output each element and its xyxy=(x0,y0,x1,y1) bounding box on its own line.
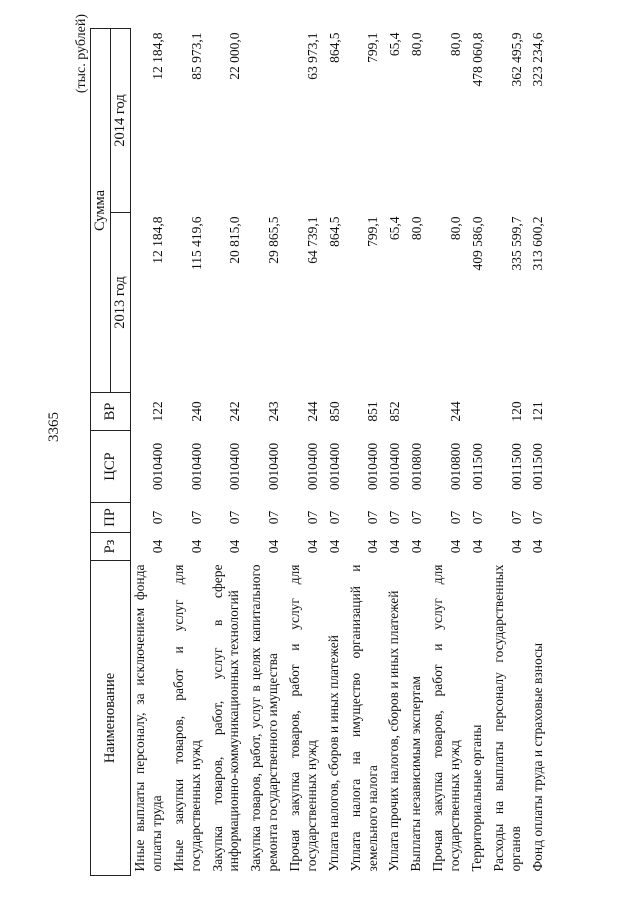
header-rz: Рз xyxy=(91,533,131,561)
cell-y2014: 80,0 xyxy=(447,32,463,57)
cell-csr: 0010800 xyxy=(447,442,463,491)
table-row xyxy=(131,29,170,876)
cell-csr: 0010400 xyxy=(387,442,403,491)
table-row xyxy=(347,29,386,876)
header-csr: ЦСР xyxy=(91,431,131,503)
cell-pr: 07 xyxy=(227,510,243,525)
cell-y2013: 335 599,7 xyxy=(508,216,524,271)
cell-rz: 04 xyxy=(227,539,243,554)
cell-rz: 04 xyxy=(188,539,204,554)
cell-y2013: 313 600,2 xyxy=(530,216,546,271)
cell-rz: 04 xyxy=(409,539,425,554)
cell-rz: 04 xyxy=(365,539,381,554)
cell-y2014: 478 060,8 xyxy=(469,32,485,87)
cell-csr: 0011500 xyxy=(469,443,485,490)
cell-name: Иные выплаты персоналу, за исключением фонда оплаты труда xyxy=(132,564,164,872)
cell-pr: 07 xyxy=(387,510,403,525)
table-body xyxy=(131,29,551,876)
cell-rz: 04 xyxy=(447,539,463,554)
header-vr: ВР xyxy=(91,393,131,431)
cell-vr: 242 xyxy=(227,401,243,422)
cell-name: Уплата прочих налогов, сборов и иных платежей xyxy=(386,590,402,872)
cell-vr xyxy=(407,393,429,431)
cell-name: Закупка товаров, работ, услуг в целях капитального ремонта государственного имущества xyxy=(248,564,281,872)
cell-y2014: 799,1 xyxy=(365,32,381,63)
cell-y2013: 64 739,1 xyxy=(304,216,320,264)
cell-rz: 04 xyxy=(266,539,281,554)
cell-y2014: 80,0 xyxy=(409,32,425,57)
cell-vr: 121 xyxy=(530,401,546,422)
table-row xyxy=(429,29,468,876)
header-name: Наименование xyxy=(91,561,131,876)
cell-vr: 851 xyxy=(365,401,381,422)
page-number: 3365 xyxy=(46,412,62,442)
cell-csr: 0011500 xyxy=(530,443,546,490)
cell-name: Выплаты независимым экспертам xyxy=(408,676,424,872)
cell-csr: 0010800 xyxy=(409,442,425,491)
table-row xyxy=(385,29,407,876)
cell-name: Территориальные органы xyxy=(468,724,484,872)
table-row xyxy=(529,29,551,876)
cell-rz: 04 xyxy=(304,539,320,554)
cell-rz: 04 xyxy=(149,539,165,554)
cell-csr: 0010400 xyxy=(149,442,165,491)
cell-pr: 07 xyxy=(469,510,485,525)
header-year-2013: 2013 год xyxy=(111,213,131,393)
table-row xyxy=(490,29,529,876)
cell-y2014: 85 973,1 xyxy=(188,32,204,80)
cell-vr xyxy=(468,393,490,431)
cell-pr: 07 xyxy=(447,510,463,525)
cell-rz: 04 xyxy=(530,539,546,554)
cell-vr: 120 xyxy=(508,401,524,422)
cell-y2014: 362 495,9 xyxy=(508,32,524,87)
cell-name: Иные закупки товаров, работ и услуг для государственных нужд xyxy=(170,564,203,872)
cell-rz: 04 xyxy=(469,539,485,554)
cell-pr: 07 xyxy=(326,510,342,525)
units-label: (тыс. рублей) xyxy=(74,14,89,94)
cell-csr: 0010400 xyxy=(304,442,320,491)
cell-vr: 852 xyxy=(387,401,403,422)
table-row xyxy=(247,29,286,876)
cell-pr: 07 xyxy=(266,510,281,525)
cell-y2013: 80,0 xyxy=(409,216,425,241)
cell-name: Уплата налогов, сборов и иных платежей xyxy=(325,635,341,872)
table-row xyxy=(325,29,347,876)
cell-y2014: 323 234,6 xyxy=(530,32,546,87)
cell-vr: 240 xyxy=(188,401,204,422)
cell-pr: 07 xyxy=(188,510,204,525)
header-sum: Сумма xyxy=(91,29,111,393)
cell-y2014: 65,4 xyxy=(387,32,403,57)
rotated-table-page xyxy=(0,10,640,880)
cell-y2013: 12 184,8 xyxy=(149,216,165,264)
table-row xyxy=(286,29,325,876)
cell-csr: 0010400 xyxy=(326,442,342,491)
budget-table xyxy=(90,28,550,876)
cell-y2014: 22 000,0 xyxy=(227,32,243,80)
cell-name: Расходы на выплаты персоналу государственных органов xyxy=(490,564,523,872)
cell-rz: 04 xyxy=(326,539,342,554)
cell-vr: 243 xyxy=(266,401,281,422)
cell-y2013: 29 865,5 xyxy=(266,216,281,264)
table-row xyxy=(407,29,429,876)
cell-csr: 0010400 xyxy=(365,442,381,491)
header-year-2014: 2014 год xyxy=(111,29,131,213)
header-pr: ПР xyxy=(91,503,131,533)
cell-y2013: 864,5 xyxy=(326,216,342,247)
cell-csr: 0010400 xyxy=(227,442,243,491)
cell-pr: 07 xyxy=(149,510,165,525)
cell-vr: 122 xyxy=(149,401,165,422)
cell-name: Прочая закупка товаров, работ и услуг для государственных нужд xyxy=(287,564,319,872)
cell-pr: 07 xyxy=(304,510,320,525)
cell-rz: 04 xyxy=(387,539,403,554)
cell-y2014: 12 184,8 xyxy=(149,32,165,80)
table-row xyxy=(209,29,248,876)
table-row xyxy=(468,29,490,876)
cell-y2013: 20 815,0 xyxy=(227,216,243,264)
cell-y2014 xyxy=(247,29,286,213)
cell-pr: 07 xyxy=(508,510,524,525)
cell-pr: 07 xyxy=(365,510,381,525)
cell-y2013: 65,4 xyxy=(387,216,403,241)
cell-pr: 07 xyxy=(530,510,546,525)
cell-csr: 0010400 xyxy=(266,442,281,491)
cell-y2013: 409 586,0 xyxy=(469,216,485,271)
cell-csr: 0011500 xyxy=(508,443,524,490)
cell-name: Закупка товаров, работ, услуг в сфере информационно-коммуникационных технологий xyxy=(209,564,242,872)
cell-pr: 07 xyxy=(409,510,425,525)
cell-vr: 244 xyxy=(304,401,320,422)
cell-name: Уплата налога на имущество организаций и земельного налога xyxy=(347,564,380,872)
table-row xyxy=(170,29,209,876)
cell-y2013: 799,1 xyxy=(365,216,381,247)
cell-csr: 0010400 xyxy=(188,442,204,491)
cell-y2014: 63 973,1 xyxy=(304,32,320,80)
cell-name: Фонд оплаты труда и страховые взносы xyxy=(529,642,545,872)
cell-vr: 244 xyxy=(447,401,463,422)
cell-y2014: 864,5 xyxy=(326,32,342,63)
cell-rz: 04 xyxy=(508,539,524,554)
cell-y2013: 115 419,6 xyxy=(188,216,204,270)
cell-name: Прочая закупка товаров, работ и услуг для государственных нужд xyxy=(430,564,462,872)
cell-vr: 850 xyxy=(326,401,342,422)
cell-y2013: 80,0 xyxy=(447,216,463,241)
